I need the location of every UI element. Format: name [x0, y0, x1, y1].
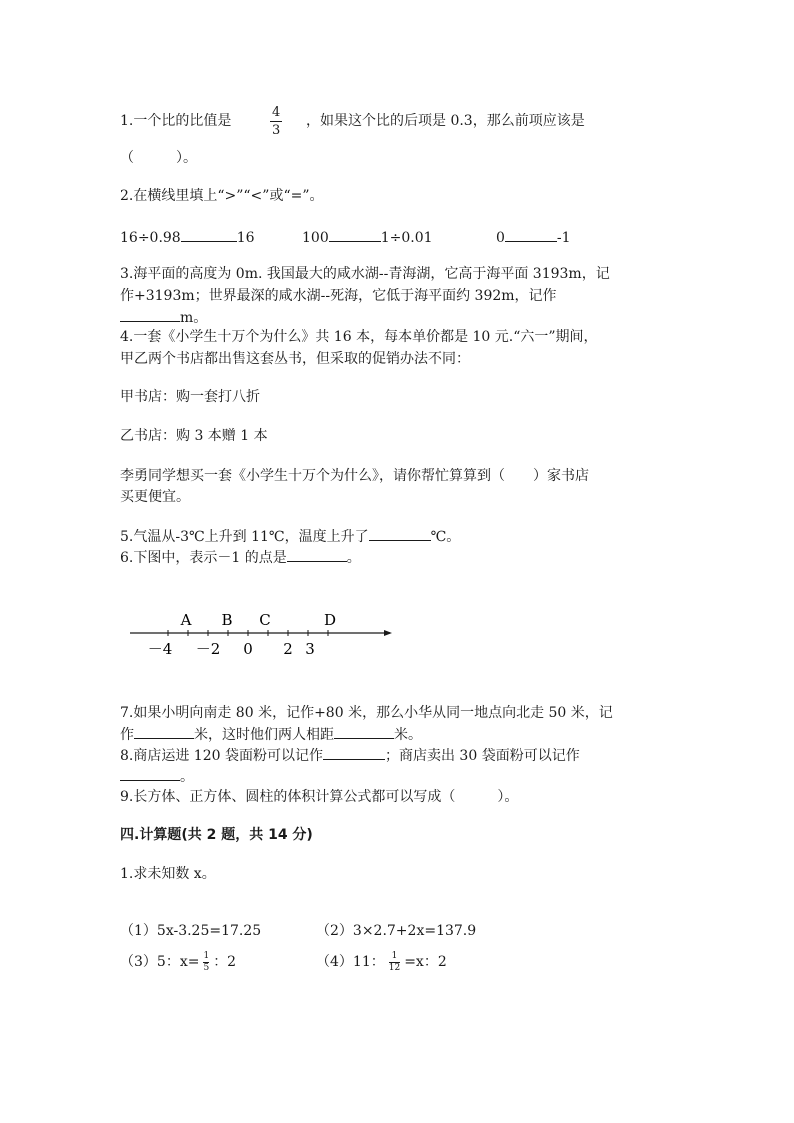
point-label-d: D: [323, 611, 337, 629]
q5-text-after: ℃。: [430, 529, 461, 545]
q1-line: [120, 111, 231, 131]
point-label-c: C: [259, 611, 271, 629]
q1-answer: （ ）。: [120, 150, 197, 166]
q1-fraction-numerator: 4: [272, 105, 281, 120]
section-4-title: 四.计算题(共 2 题，共 14 分): [120, 827, 313, 843]
q2-item-2-right: 1÷0.01: [380, 230, 433, 246]
q9-text: 9.长方体、正方体、圆柱的体积计算公式都可以写成（ ）。: [120, 789, 519, 805]
q2-item-3-blank[interactable]: [505, 227, 557, 242]
q4-line-1: 4.一套《小学生十万个为什么》共 16 本，每本单价都是 10 元.“六一”期间，: [120, 329, 598, 345]
q6-blank[interactable]: [287, 547, 347, 562]
calc-1-part-4-fraction: [389, 952, 400, 973]
q3-line-2: 作+3193m；世界最深的咸水湖--死海，它低于海平面约 392m，记作: [120, 288, 557, 304]
calc-1-part-3-fraction: [203, 952, 209, 973]
q2-item-1-blank[interactable]: [181, 227, 237, 242]
q2-item-3-right: -1: [556, 230, 571, 246]
calc-1-part-3-denominator: 5: [203, 962, 210, 973]
q3-unit: m。: [180, 310, 208, 326]
number-label-0: 0: [243, 640, 253, 658]
q1-fraction: [270, 106, 282, 137]
q2-item-2: [302, 227, 433, 246]
q3-blank[interactable]: [120, 307, 180, 322]
calc-1-part-1: （1）5x-3.25=17.25: [120, 923, 262, 939]
q8-line-2: [120, 766, 194, 787]
calc-1-part-4-denominator: 12: [388, 962, 401, 973]
q2-item-1: [120, 227, 255, 246]
q5-text-before: 5.气温从-3℃上升到 11℃，温度上升了: [120, 529, 369, 545]
q7-blank-2[interactable]: [334, 724, 394, 739]
q7-text-c: 米。: [394, 727, 422, 743]
q6-text-before: 6.下图中，表示－1 的点是: [120, 550, 287, 566]
calc-1-part-4-after: =x：2: [404, 954, 447, 970]
point-label-b: B: [221, 611, 233, 629]
number-line-arrow-icon: [384, 630, 392, 636]
q2-item-3: [496, 227, 571, 246]
q3-line-1: 3.海平面的高度为 0m. 我国最大的咸水湖--青海湖，它高于海平面 3193m，记: [120, 266, 610, 282]
calc-1-part-4-before: （4）11：: [316, 954, 385, 970]
calc-1-part-3-numerator: 1: [203, 950, 210, 961]
q6-line: [120, 547, 361, 568]
q5-blank[interactable]: [369, 526, 431, 541]
q4-line-3: 李勇同学想买一套《小学生十万个为什么》，请你帮忙算算到（ ）家书店: [120, 468, 589, 484]
q1-text-after: ，如果这个比的后项是 0.3，那么前项应该是: [306, 113, 585, 129]
q4-shop-a: 甲书店：购一套打八折: [120, 389, 260, 405]
number-label-3: 3: [305, 640, 315, 658]
q1-text-before: 1.一个比的比值是: [120, 113, 232, 129]
q2-text: 2.在横线里填上“>”“<”或“=”。: [120, 188, 324, 204]
point-label-a: A: [180, 611, 192, 629]
q8-text-c: 。: [180, 769, 194, 785]
q3-line-3: [120, 307, 207, 328]
number-line-figure: [120, 600, 410, 670]
calc-1-part-4-numerator: 1: [391, 950, 398, 961]
calc-1-part-3-before: （3）5：x=: [120, 954, 200, 970]
q8-text-b: ；商店卖出 30 袋面粉可以记作: [384, 748, 580, 764]
q5-line: [120, 526, 460, 547]
q2-item-2-left: 100: [302, 230, 329, 246]
q4-line-2: 甲乙两个书店都出售这套丛书，但采取的促销办法不同：: [120, 351, 470, 367]
q6-text-after: 。: [346, 550, 361, 566]
number-label-neg4: －4: [147, 640, 173, 658]
q1-line-after: [306, 111, 585, 131]
q2-item-3-left: 0: [496, 230, 505, 246]
q7-text-b: 米，这时他们两人相距: [194, 727, 334, 743]
calc-1-part-3: [120, 951, 236, 973]
q2-item-2-blank[interactable]: [329, 227, 381, 242]
q8-blank-2[interactable]: [120, 766, 180, 781]
calc-1-part-4: [316, 951, 447, 973]
q1-fraction-denominator: 3: [272, 123, 281, 138]
q4-shop-b: 乙书店：购 3 本赠 1 本: [120, 428, 268, 444]
q4-line-4: 买更便宜。: [120, 489, 190, 505]
number-label-neg2: －2: [195, 640, 221, 658]
q8-text-a: 8.商店运进 120 袋面粉可以记作: [120, 748, 323, 764]
q7-line-2: [120, 724, 422, 745]
q7-text-a: 作: [120, 727, 134, 743]
q8-line-1: [120, 745, 580, 766]
q8-blank-1[interactable]: [323, 745, 385, 760]
q2-item-1-right: 16: [236, 230, 255, 246]
calc-1-part-2: （2）3×2.7+2x=137.9: [316, 923, 477, 939]
q7-line-1: 7.如果小明向南走 80 米，记作+80 米，那么小华从同一地点向北走 50 米，记: [120, 705, 613, 721]
calc-1-title: 1.求未知数 x。: [120, 866, 216, 882]
number-label-2: 2: [283, 640, 293, 658]
q2-item-1-left: 16÷0.98: [120, 230, 181, 246]
q7-blank-1[interactable]: [134, 724, 194, 739]
calc-1-part-3-after: ：2: [213, 954, 237, 970]
